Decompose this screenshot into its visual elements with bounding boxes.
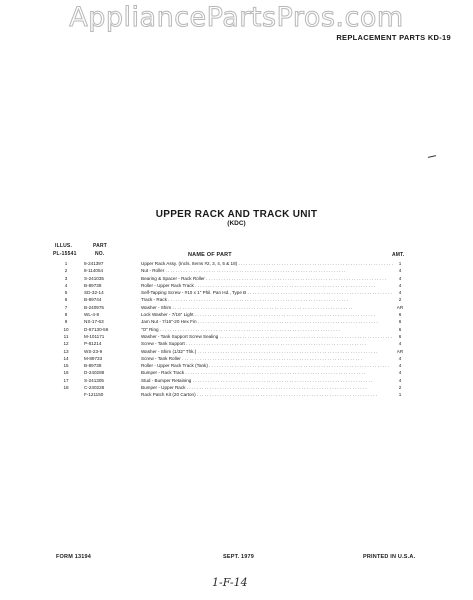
printed-note: PRINTED IN U.S.A. bbox=[363, 554, 416, 560]
illus-number: 12 bbox=[63, 341, 69, 347]
illus-number: 4 bbox=[64, 282, 68, 288]
part-number: B-89738 bbox=[84, 282, 102, 288]
section-subtitle: (KDC) bbox=[227, 220, 246, 227]
document-header: REPLACEMENT PARTS KD-19 bbox=[336, 33, 451, 42]
table-row bbox=[0, 318, 473, 325]
part-name: Bumper - Upper Rack . . . bbox=[141, 384, 393, 391]
part-amount: 4 bbox=[398, 268, 402, 274]
handwritten-note: 1-F-14 bbox=[212, 576, 248, 589]
part-name: Jam Nut - 7/16"-20 Hex Fin . . . bbox=[141, 318, 393, 325]
part-number: 8-241397 bbox=[84, 261, 104, 266]
form-number: FORM 13194 bbox=[56, 554, 92, 560]
column-header-part: PART bbox=[93, 243, 108, 249]
table-row bbox=[0, 333, 473, 340]
part-name: Self-Tapping Screw - #10 x 1" Phil. Pan Hd., Type B . . . bbox=[141, 289, 393, 296]
table-row bbox=[0, 260, 473, 267]
part-number: WS-23-9 bbox=[84, 348, 103, 354]
table-row bbox=[0, 340, 473, 347]
illus-number: 2 bbox=[64, 268, 68, 274]
part-number: F-121150 bbox=[84, 392, 104, 398]
table-row bbox=[0, 296, 473, 303]
part-amount: 6 bbox=[398, 319, 402, 325]
part-amount: 4 bbox=[398, 355, 402, 361]
column-header-amt: AMT. bbox=[392, 252, 405, 258]
part-number: B-89744 bbox=[84, 297, 102, 303]
illus-number: 3 bbox=[64, 275, 68, 281]
parts-table bbox=[0, 260, 473, 399]
part-amount: 4 bbox=[398, 275, 402, 281]
part-name: Stud - Bumper Retaining . . . bbox=[141, 377, 393, 384]
part-name: Screw - Tank Roller . . . bbox=[141, 355, 393, 362]
part-amount: 6 bbox=[398, 333, 402, 339]
part-number: NS-17-63 bbox=[84, 319, 104, 325]
table-row bbox=[0, 377, 473, 384]
part-number: P-81214 bbox=[84, 341, 102, 347]
part-amount: 1 bbox=[398, 392, 402, 398]
part-amount: 2 bbox=[398, 297, 402, 303]
part-name: "O" Ring . . . bbox=[141, 326, 393, 333]
table-row bbox=[0, 369, 473, 376]
part-amount: 6 bbox=[398, 326, 402, 332]
part-name: Track - Rack . . . bbox=[141, 296, 393, 303]
table-row bbox=[0, 326, 473, 333]
column-header-part-no: NO. bbox=[95, 251, 105, 257]
part-amount: 4 bbox=[398, 363, 402, 369]
part-name: Bearing & Spacer - Rack Roller . . . bbox=[141, 275, 393, 282]
part-amount: 4 bbox=[398, 370, 402, 376]
part-name: Rack Patch Kit (20 Carton) . . . bbox=[141, 391, 393, 398]
part-name: Roller - Upper Rack Track (Tank) . . . bbox=[141, 362, 393, 369]
table-row bbox=[0, 282, 473, 289]
part-amount: 4 bbox=[398, 282, 402, 288]
part-amount: AR bbox=[396, 304, 404, 310]
illus-number: 15 bbox=[63, 363, 69, 369]
part-name: Nut - Roller . . . bbox=[141, 267, 393, 274]
illus-number: 16 bbox=[63, 370, 69, 376]
part-number: B-240975 bbox=[84, 304, 104, 310]
stray-mark bbox=[428, 155, 436, 158]
part-amount: 4 bbox=[398, 290, 402, 296]
part-name: Washer - Shim (1/32" Thk.) . . . bbox=[141, 348, 393, 355]
part-number: WL-4-8 bbox=[84, 312, 100, 318]
illus-number: 11 bbox=[63, 333, 69, 339]
table-row bbox=[0, 267, 473, 274]
illus-number: 18 bbox=[63, 385, 69, 391]
illus-number: 8 bbox=[64, 312, 68, 318]
watermark: AppliancePartsPros.com bbox=[69, 2, 404, 33]
table-row bbox=[0, 311, 473, 318]
part-number: SD-32-14 bbox=[84, 290, 104, 296]
illus-number: 7 bbox=[64, 304, 68, 310]
part-number: D-240288 bbox=[84, 370, 105, 376]
part-amount: 6 bbox=[398, 312, 402, 318]
table-row bbox=[0, 384, 473, 391]
part-name: Upper Rack Assy. (Incls. Items #2, 3, 4, 5 & 18) . . . bbox=[141, 260, 393, 267]
part-number: M-89733 bbox=[84, 355, 103, 361]
part-amount: 1 bbox=[398, 261, 402, 266]
section-title: UPPER RACK AND TRACK UNIT bbox=[155, 209, 318, 220]
part-name: Bumper - Rack Track . . . bbox=[141, 369, 393, 376]
table-row bbox=[0, 391, 473, 398]
part-name: Screw - Tank Support . . . bbox=[141, 340, 393, 347]
table-row bbox=[0, 289, 473, 296]
column-header-name: NAME OF PART bbox=[188, 252, 232, 258]
part-number: D-67130-56 bbox=[84, 326, 109, 332]
illus-number: 17 bbox=[63, 377, 69, 383]
table-row bbox=[0, 275, 473, 282]
illus-number: 1 bbox=[64, 261, 68, 266]
part-name: Roller - Upper Rack Track . . . bbox=[141, 282, 393, 289]
part-amount: 4 bbox=[398, 377, 402, 383]
part-number: S-241035 bbox=[84, 275, 104, 281]
part-amount: 2 bbox=[398, 385, 402, 391]
column-header-illus: ILLUS. bbox=[55, 243, 73, 249]
illus-number: 13 bbox=[63, 348, 69, 354]
part-name: Lock Washer - 7/16" Light . . . bbox=[141, 311, 393, 318]
illus-number: 5 bbox=[64, 290, 68, 296]
table-row bbox=[0, 348, 473, 355]
part-amount: AR bbox=[396, 348, 404, 354]
part-number: C-240228 bbox=[84, 385, 105, 391]
publication-date: SEPT. 1979 bbox=[223, 554, 255, 560]
illus-number: 6 bbox=[64, 297, 68, 303]
illus-number: 10 bbox=[63, 326, 69, 332]
part-number: 8-114054 bbox=[84, 268, 104, 274]
part-name: Washer - Tank Support Screw Sealing . . . bbox=[141, 333, 393, 340]
part-number: S-241305 bbox=[84, 377, 104, 383]
table-row bbox=[0, 304, 473, 311]
column-header-illus-plate: PL-15541 bbox=[53, 251, 77, 257]
part-number: B-89738 bbox=[84, 363, 102, 369]
part-amount: 4 bbox=[398, 341, 402, 347]
part-name: Washer - Shim . . . bbox=[141, 304, 393, 311]
illus-number: 9 bbox=[64, 319, 68, 325]
part-number: M-101171 bbox=[84, 333, 105, 339]
illus-number: 14 bbox=[63, 355, 69, 361]
table-row bbox=[0, 355, 473, 362]
table-row bbox=[0, 362, 473, 369]
